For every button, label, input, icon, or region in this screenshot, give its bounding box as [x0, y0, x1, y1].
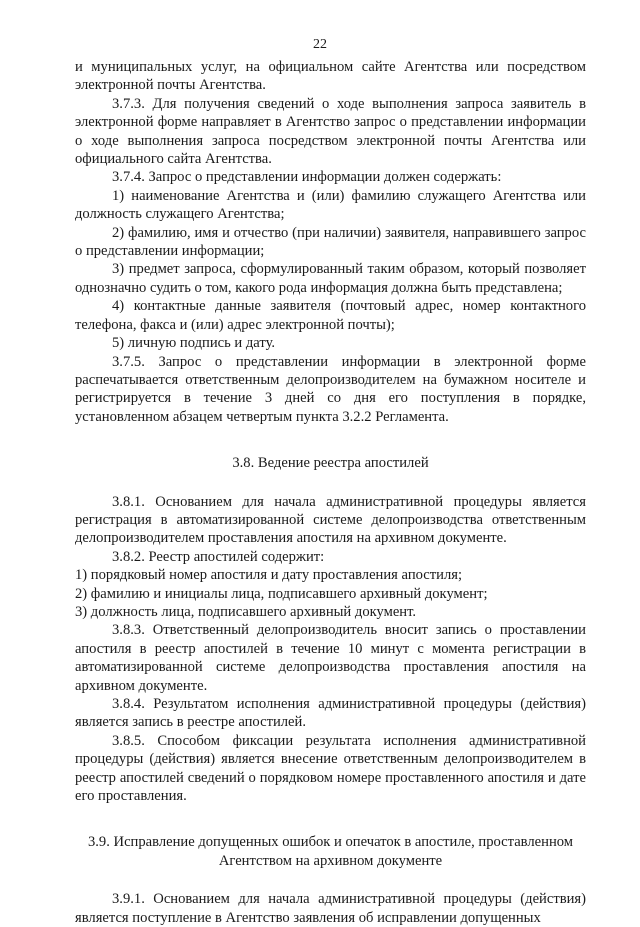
section-heading-3-8: 3.8. Ведение реестра апостилей — [232, 455, 429, 472]
registry-item-2: 2) фамилию и инициалы лица, подписавшего архивный документ; — [75, 585, 488, 602]
paragraph-3-7-3: 3.7.3. Для получения сведений о ходе выполнения запроса заявитель в электронной форме направляет в Агентство запрос о представлении информации о ходе выполнения запроса посредством электронной почты Агентства или официального сайта Агентства. — [75, 95, 586, 168]
paragraph-continuation: и муниципальных услуг, на официальном сайте Агентства или посредством электронной почты Агентства. — [75, 59, 586, 94]
section-heading-3-9-line2: Агентством на архивном документе — [218, 852, 443, 869]
list-item-5: 5) личную подпись и дату. — [112, 335, 276, 352]
registry-item-1: 1) порядковый номер апостиля и дату проставления апостиля; — [75, 567, 462, 584]
section-heading-3-9-line1: 3.9. Исправление допущенных ошибок и опечаток в апостиле, проставленном — [87, 834, 574, 851]
paragraph-3-8-3: 3.8.3. Ответственный делопроизводитель вносит запись о проставлении апостиля в реестр апостилей в течение 10 минут с момента регистрации в автоматизированной системе делопроизводства проставления апостиля на архивном документе. — [75, 622, 586, 694]
paragraph-3-8-4: 3.8.4. Результатом исполнения административной процедуры (действия) является запись в реестре апостилей. — [75, 696, 586, 731]
document-body — [75, 58, 586, 927]
registry-item-3: 3) должность лица, подписавшего архивный документ. — [75, 603, 417, 620]
list-item-4: 4) контактные данные заявителя (почтовый адрес, номер контактного телефона, факса и (или) адрес электронной почты); — [75, 298, 586, 333]
list-item-2: 2) фамилию, имя и отчество (при наличии) заявителя, направившего запрос о представлении информации; — [75, 224, 586, 260]
list-item-1: 1) наименование Агентства и (или) фамилию служащего Агентства или должность служащего Агентства; — [75, 187, 586, 223]
page-number: 22 — [313, 37, 327, 52]
list-item-3: 3) предмет запроса, сформулированный таким образом, который позволяет однозначно судить о том, какого рода информация должна быть представлена; — [75, 261, 586, 296]
paragraph-3-8-2: 3.8.2. Реестр апостилей содержит: — [112, 548, 325, 565]
paragraph-3-8-1: 3.8.1. Основанием для начала административной процедуры является регистрация в автоматизированной системе делопроизводства ответственным делопроизводителем проставления апостиля на архивном документе. — [75, 493, 586, 547]
paragraph-3-9-1: 3.9.1. Основанием для начала административной процедуры (действия) является поступление в Агентство заявления об исправлении допущенных — [75, 891, 586, 926]
paragraph-3-7-4: 3.7.4. Запрос о представлении информации должен содержать: — [112, 169, 502, 186]
paragraph-3-7-5: 3.7.5. Запрос о представлении информации в электронной форме распечатывается ответственным делопроизводителем на бумажном носителе и регистрируется в течение 3 дней со дня его поступления в порядке, установленном абзацем четвертым пункта 3.2.2 Регламента. — [75, 353, 586, 425]
paragraph-3-8-5: 3.8.5. Способом фиксации результата исполнения административной процедуры (действия) является внесение ответственным делопроизводителем в реестр апостилей сведений о порядковом номере проставленного апостиля и дате его проставления. — [75, 732, 586, 805]
